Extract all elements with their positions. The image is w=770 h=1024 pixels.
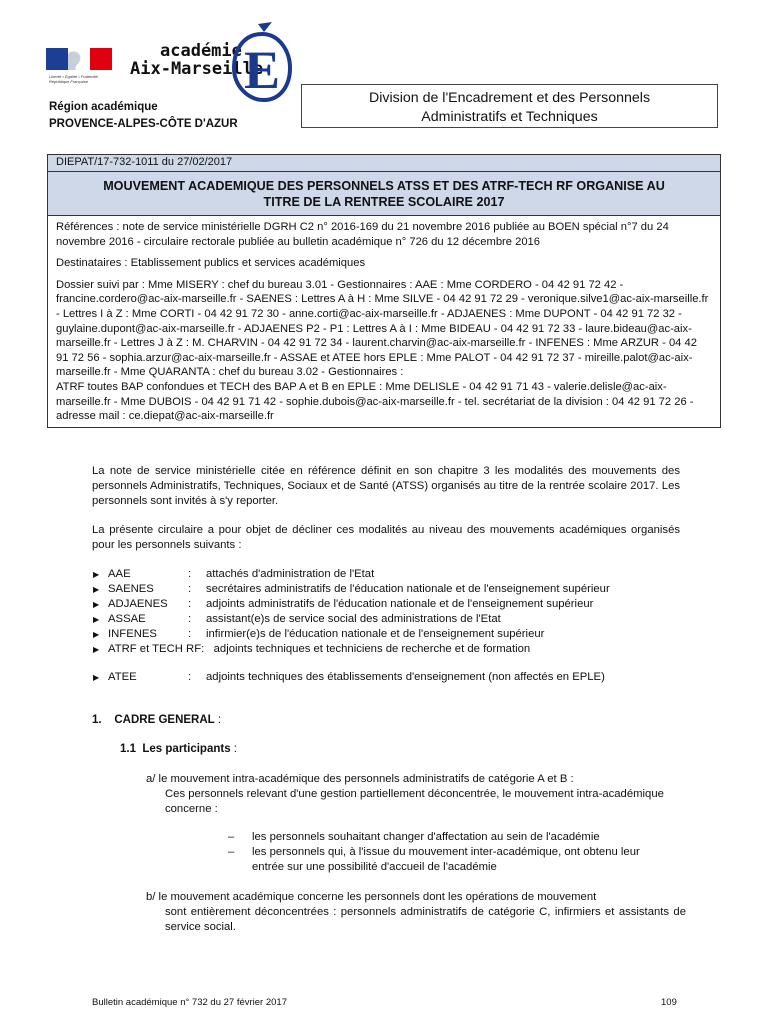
corps-code: ASSAE: [108, 613, 146, 625]
item-a-detail: Ces personnels relevant d'une gestion partiellement déconcentrée, le mouvement intra-académique concerne :: [165, 787, 664, 815]
corps-label: secrétaires administratifs de l'éducation nationale et de l'enseignement supérieur: [206, 583, 610, 595]
list-item: [228, 830, 688, 845]
svg-text:E: E: [243, 40, 281, 100]
bullet-icon: ▶: [93, 630, 100, 639]
contacts-text-part2: ATRF toutes BAP confondues et TECH des BAP A et B en EPLE : Mme DELISLE - 04 42 91 71 43 - valerie.delisle@ac-aix-marseille.fr - Mme DUBOIS - 04 42 91 71 42 - sophie.dubois@ac-aix-marseille.fr - tel. secrétariat de la division : 04 42 91 72 26 - adresse mail : ce.diepat@ac-aix-marseille.fr: [56, 380, 694, 423]
academie-e-logo: [228, 22, 296, 102]
bullet-icon: ▶: [93, 570, 100, 579]
section-title: CADRE GENERAL: [114, 714, 215, 726]
marianne-logo: [46, 48, 114, 98]
corps-code: AAE: [108, 568, 131, 580]
section-colon: :: [230, 743, 237, 755]
contacts-text: [56, 278, 712, 424]
list-item: [93, 597, 610, 612]
bullet-icon: ▶: [93, 673, 100, 682]
division-box: [301, 84, 718, 128]
intro-paragraph: La note de service ministérielle citée en référence définit en son chapitre 3 les modalités des mouvements des personnels Administratifs, Techniques, Sociaux et de Santé (ATSS) organisés au titre de la rentrée scolaire 2017. Les personnels sont invités à s'y reporter.: [92, 465, 680, 507]
motto-text: Liberté • Égalité • Fraternité: [49, 74, 98, 79]
corps-sep: :: [188, 568, 192, 580]
corps-label: infirmier(e)s de l'éducation nationale et de l'enseignement supérieur: [206, 628, 545, 640]
item-b-line: b/ le mouvement académique concerne les personnels dont les opérations de mouvement: [146, 891, 597, 903]
corps-list: [93, 567, 610, 657]
section-number: 1.: [92, 714, 102, 726]
division-line1: Division de l'Encadrement et des Personnels: [368, 90, 651, 106]
logo-line-academie: académie: [160, 41, 242, 61]
corps-label: adjoints administratifs de l'éducation nationale et de l'enseignement supérieur: [206, 598, 594, 610]
list-item: [93, 642, 610, 657]
list-item: [93, 582, 610, 597]
item-a: [146, 772, 686, 816]
section-colon: :: [214, 714, 222, 726]
region-line2: PROVENCE-ALPES-CÔTE D'AZUR: [49, 118, 238, 130]
division-line2: Administratifs et Techniques: [421, 109, 598, 125]
corps-code: ADJAENES: [108, 598, 168, 610]
corps-sep: :: [188, 671, 192, 683]
corps-code: SAENES: [108, 583, 154, 595]
page-number: 109: [661, 997, 677, 1008]
dash-bullet: –: [228, 831, 235, 843]
section-1-1-heading: [120, 743, 237, 755]
reference-table: [47, 154, 721, 428]
republic-text: République Française: [49, 79, 88, 84]
dash-bullet: –: [228, 845, 235, 858]
corps-sep: :: [188, 583, 192, 595]
bullet-icon: ▶: [93, 645, 100, 654]
purpose-paragraph: La présente circulaire a pour objet de décliner ces modalités au niveau des mouvements académiques organisés pour les personnels suivants :: [92, 524, 680, 551]
recipients-text: Destinataires : Etablissement publics et services académiques: [56, 257, 366, 270]
circular-title-line2: TITRE DE LA RENTREE SCOLAIRE 2017: [263, 195, 505, 209]
section-title: Les participants: [142, 743, 231, 755]
corps-code: INFENES: [108, 628, 157, 640]
list-item: [228, 845, 668, 875]
marianne-caption: [49, 74, 98, 84]
circular-title: [48, 172, 720, 216]
corps-label: adjoints techniques des établissements d'enseignement (non affectés en EPLE): [206, 671, 605, 683]
circular-title-line1: MOUVEMENT ACADEMIQUE DES PERSONNELS ATSS ET DES ATRF-TECH RF ORGANISE AU: [103, 179, 665, 193]
item-b-detail: sont entièrement déconcentrées : personnels administratifs de catégorie C, infirmiers et assistants de service social.: [165, 905, 686, 933]
corps-atrf: ATRF et TECH RF: adjoints techniques et techniciens de recherche et de formation: [108, 643, 531, 655]
corps-sep: :: [188, 628, 192, 640]
corps-sep: :: [188, 598, 192, 610]
bullet-icon: ▶: [93, 600, 100, 609]
region-label: [49, 99, 238, 133]
bullet-icon: ▶: [93, 615, 100, 624]
references-text: Références : note de service ministérielle DGRH C2 n° 2016-169 du 21 novembre 2016 publiée au BOEN spécial n°7 du 24 novembre 2016 - circulaire rectorale publiée au bulletin académique n° 726 du 12 décembre 2016: [56, 221, 669, 248]
reference-body: [48, 216, 720, 427]
corps-sep: :: [188, 613, 192, 625]
region-line1: Région académique: [49, 101, 158, 113]
item-b: [146, 890, 686, 934]
dash-text: les personnels souhaitant changer d'affectation au sein de l'académie: [252, 831, 600, 843]
corps-label: attachés d'administration de l'Etat: [206, 568, 375, 580]
contacts-text-part1: Dossier suivi par : Mme MISERY : chef du bureau 3.01 - Gestionnaires : AAE : Mme CORDERO - 04 42 91 72 42 - francine.cordero@ac-aix-marseille.fr - SAENES : Lettres A à H : Mme SILVE - 04 42 91 72 29 - veronique.silve1@ac-aix-marseille.fr - Lettres I à Z : Mme CORTI - 04 42 91 72 30 - anne.corti@ac-aix-marseille.fr - ADJAENES : Mme DUPONT - 04 42 91 72 32 - guylaine.dupont@ac-aix-marseille.fr - ADJAENES P2 - P1 : Lettres A à I : Mme BIDEAU - 04 42 91 72 33 - laure.bideau@ac-aix-marseille.fr - Lettres J à Z : M. CHARVIN - 04 42 91 72 34 - laurent.charvin@ac-aix-marseille.fr - INFENES : Mme ARZUR - 04 42 91 72 56 - sophia.arzur@ac-aix-marseille.fr - ASSAE et ATEE hors EPLE : Mme PALOT - 04 42 91 72 37 - mireille.palot@ac-aix-marseille.fr - Mme QUARANTA : chef du bureau 3.02 - Gestionnaires :: [56, 278, 709, 379]
footer-bulletin: Bulletin académique n° 732 du 27 février 2017: [92, 997, 287, 1008]
corps-code: ATEE: [108, 671, 137, 683]
item-a-line: a/ le mouvement intra-académique des personnels administratifs de catégorie A et B :: [146, 773, 574, 785]
bullet-icon: ▶: [93, 585, 100, 594]
list-item: [93, 627, 610, 642]
dash-list: [228, 830, 688, 874]
corps-label: assistant(e)s de service social des administrations de l'Etat: [206, 613, 501, 625]
section-number: 1.1: [120, 743, 136, 755]
dash-text: les personnels qui, à l'issue du mouvement inter-académique, ont obtenu leur entrée sur une possibilité d'accueil de l'académie: [252, 845, 640, 873]
list-item: [93, 612, 610, 627]
atee-list: [93, 670, 605, 685]
list-item: [93, 567, 610, 582]
reference-number: DIEPAT/17-732-1011 du 27/02/2017: [48, 155, 720, 172]
logo-line-aix-marseille: Aix-Marseille: [130, 59, 264, 79]
section-1-heading: [92, 714, 221, 726]
list-item: [93, 670, 605, 685]
